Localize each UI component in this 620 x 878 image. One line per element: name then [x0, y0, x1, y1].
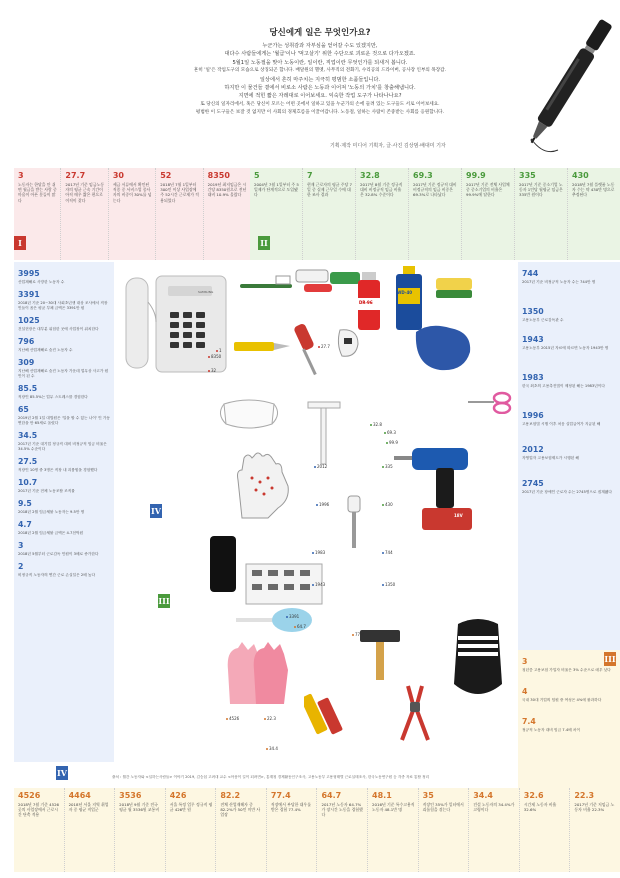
stat-text: 현재 근로자의 평균 주당 7일 중 실제 근무일 수에 대한 조사 결과 — [307, 182, 353, 198]
stat-item — [522, 717, 616, 733]
dot-number: 22.3 — [267, 716, 276, 721]
wire-brush-icon — [344, 494, 364, 550]
dot-label — [382, 502, 393, 507]
stat-number: 4.7 — [18, 520, 32, 529]
dot-marker — [208, 356, 210, 358]
stat-item — [522, 479, 616, 495]
stat-item — [18, 562, 110, 578]
stat-item — [522, 335, 616, 351]
screwdriver-icon — [292, 320, 332, 380]
dot-label — [384, 430, 396, 435]
stat-number: 34.4 — [473, 791, 493, 800]
stat-number: 5 — [254, 171, 260, 180]
dot-number: 335 — [385, 464, 393, 469]
section-marker: III — [158, 596, 170, 606]
stat-number: 2 — [18, 562, 24, 571]
intro-line: 평범한 이 도구들은 보잘 것 없지만 이 사회의 경제흐름을 이끌어갑니다. 노동절, 일하는 사람이 존중받는 사회를 응원합니다. — [195, 110, 445, 116]
stat-number: 309 — [18, 358, 35, 367]
squeegee-icon — [306, 398, 342, 468]
stat-item — [18, 478, 110, 494]
stat-text: 직장인 35%가 일터에서 괴롭힘을 겪는다 — [422, 802, 464, 813]
stat-card — [65, 788, 116, 872]
stat-card — [156, 168, 203, 260]
stat-text: 2018년 7월 기준 4526곳의 사업장에서 근로시간 단축 적용 — [18, 802, 60, 818]
stat-item — [522, 373, 616, 389]
stat-text: 고용보험법 시행 이후 처음 실업급여가 지급된 해 — [522, 422, 601, 426]
dot-number: 32 — [211, 368, 217, 373]
stat-text: 2019년 2월 1일 대법원은 '일을 할 수 있는 나이' 인 가동 연한을 만 65세로 올렸다 — [18, 416, 110, 425]
dot-marker — [384, 432, 386, 434]
pliers-icon — [390, 682, 440, 742]
stat-text: 2017년 노동자 64.7%가 장시간 노동을 경험했다 — [321, 802, 363, 818]
dot-number: 1 — [219, 348, 222, 353]
stat-card — [303, 168, 356, 260]
stat-text: 2018년 2월 임금체불 금액은 4.7천억원 — [18, 531, 84, 535]
dot-label — [286, 614, 299, 619]
dot-label — [382, 464, 393, 469]
stat-text: 고용노동부 근로감독관 수 — [522, 318, 564, 322]
stat-item — [18, 269, 110, 285]
rubber-gloves-icon — [222, 640, 292, 706]
work-glove-icon — [228, 450, 298, 522]
drill-label: 18V — [454, 513, 463, 518]
stat-card — [570, 788, 620, 872]
stat-text: 2018년 9월 기준 전국 평균 월 3536원 교통비 — [119, 802, 160, 813]
dot-marker — [382, 466, 384, 468]
stat-number: 32.8 — [360, 171, 380, 180]
stat-text: 청년층 고용보험 가입자 비율은 3% 수준으로 매우 낮다 — [522, 668, 611, 672]
dot-marker — [286, 616, 288, 618]
stat-number: 2745 — [522, 479, 544, 488]
dot-marker — [264, 718, 266, 720]
stat-number: 30 — [112, 171, 124, 180]
stat-card — [317, 788, 368, 872]
dot-label — [352, 632, 364, 637]
top-green-strip — [250, 168, 620, 260]
stat-text: 2018년 기준 20~30대 사회초년생 대상 조사에서 직장인들이 꼽은 평균 부채 금액은 3391만 원 — [18, 301, 108, 310]
stat-card — [216, 788, 267, 872]
stat-card — [568, 168, 620, 260]
stat-text: 2016년 기준 특수고용직 노동자 48.1만 명 — [372, 802, 415, 813]
dot-marker — [386, 442, 388, 444]
stat-number: 1025 — [18, 316, 40, 325]
stat-item — [18, 384, 110, 400]
stat-text: 2018년 2월 임금체불 노동자는 9.5만 명 — [18, 510, 85, 514]
dot-number: 34.4 — [269, 746, 278, 751]
stat-number: 85.5 — [18, 384, 38, 393]
stat-number: 34.5 — [18, 431, 38, 440]
left-stat-column — [14, 262, 114, 762]
stat-number: 48.1 — [372, 791, 392, 800]
dot-label — [294, 624, 306, 629]
stat-number: 27.7 — [65, 171, 86, 180]
stat-number: 744 — [522, 269, 539, 278]
dot-number: 32.8 — [373, 422, 382, 427]
stat-number: 52 — [160, 171, 172, 180]
header — [0, 0, 620, 160]
stat-text: 2004년 7월 1일부터 주 5일제가 단계적으로 도입됐다 — [254, 182, 299, 198]
section-marker: IV — [57, 768, 67, 778]
stat-text: 건설현장은 대부분 위험한 곳에 사업장이 위치한다 — [18, 327, 99, 331]
dot-label — [226, 716, 239, 721]
stat-text: 정규직 노동자 대비 임금 7.4배 차이 — [522, 728, 581, 732]
stat-number: 4464 — [68, 791, 91, 800]
stat-item — [522, 687, 616, 703]
dot-label — [312, 550, 325, 555]
cleaning-cloth-icon — [410, 322, 476, 374]
stat-number: 2012 — [522, 445, 544, 454]
stat-text: 2017년 기준 전체 사업체 중 중소기업의 비율은 99.9%에 달한다 — [466, 182, 510, 198]
stat-item — [522, 657, 616, 673]
stat-item — [18, 457, 110, 473]
stat-card — [115, 788, 166, 872]
stat-item — [18, 520, 110, 536]
stat-card — [469, 788, 520, 872]
stat-text: 전체 산업재해자 중 82.2%가 50인 미만 사업장 — [220, 802, 261, 818]
power-drill-icon — [394, 440, 484, 536]
stat-card — [109, 168, 156, 260]
stat-number: 99.9 — [466, 171, 486, 180]
dot-label — [382, 582, 395, 587]
stat-text: 한국 최초의 고용촉진법이 제정된 해는 1983년이다 — [522, 384, 605, 388]
dot-label — [264, 716, 276, 721]
dot-number: 99.9 — [389, 440, 398, 445]
dot-number: 1350 — [385, 582, 396, 587]
byline: 기획·제작 미디어 기획자, 글·사진 김상범·배대미 기자 — [330, 143, 446, 149]
stat-number: 3391 — [18, 290, 40, 299]
intro-line: 또 당신의 일자리에서, 혹은 당신이 모르는 어떤 곳에서 일하고 있을 누군가의 손에 들려 있는 도구들도 서로 이어보세요. — [200, 101, 440, 107]
dot-label — [216, 348, 222, 353]
stat-text: 노동자는 한달을 안 쉬면 월급을 받는 사람 중 마음이 아픈 분들이 많다 — [18, 182, 57, 203]
dot-label — [208, 354, 221, 359]
smartphone-icon — [208, 534, 238, 594]
intro-line: 흔히 '일'은 작업도구의 모습으로 상징되곤 합니다. 배달원의 헬멧, 사무직의 전화기, 수리공의 드라이버, 공사장 인부의 목장갑. — [193, 68, 447, 74]
stat-number: 4526 — [18, 791, 41, 800]
dot-marker — [370, 424, 372, 426]
stat-item — [522, 411, 616, 427]
dot-label — [208, 368, 216, 373]
top-red-strip — [14, 168, 250, 260]
intro-title: 당신에게 일은 무엇인가요? — [269, 28, 371, 38]
stat-number: 32.6 — [523, 791, 544, 800]
tool-stage — [116, 262, 516, 772]
stat-text: 자영업자 고용보험제도가 시행된 해 — [522, 456, 579, 460]
phone-brand-label: SAMSUNG — [198, 290, 214, 294]
dot-marker — [382, 504, 384, 506]
stat-card — [356, 168, 409, 260]
spray-label: DR-96 — [359, 300, 373, 305]
dot-number: 64.7 — [297, 624, 306, 629]
stat-text: 비정규직 노동자의 연간 근로 손실일은 2배 높다 — [18, 573, 96, 577]
stat-text: 건설 노동자의 34.4%가 고령이다 — [473, 802, 515, 813]
stat-number: 69.3 — [413, 171, 433, 180]
stat-text: 직장인 10명 중 3명은 직장 내 괴롭힘을 경험했다 — [18, 468, 98, 472]
dot-number: 69.3 — [387, 430, 396, 435]
stat-number: 4 — [522, 687, 528, 696]
stat-number: 8350 — [207, 171, 230, 180]
intro-line: 5월1일 노동절을 맞아 노동이란, 일이란, 직업이란 무엇인가를 되새겨 봅니다. — [232, 59, 408, 66]
stat-text: 지난해 산업재해로 숨진 노동자 가운데 업무상 사고가 원인이 된 수 — [18, 369, 109, 378]
dot-marker — [294, 626, 296, 628]
stat-number: 10.7 — [18, 478, 38, 487]
stat-number: 7.4 — [522, 717, 536, 726]
stat-text: 서울 특정 업무 정규직 평균 426만 원 — [169, 802, 213, 813]
stat-text: 2017년 8월 기준 정규직 대비 비정규직 임금 비율은 32.8% 수준이다 — [360, 182, 403, 198]
dot-label — [382, 550, 393, 555]
right-stat-column — [518, 262, 620, 650]
dot-number: 8350 — [211, 354, 222, 359]
marker-pen-icon — [524, 8, 616, 158]
stat-number: 796 — [18, 337, 35, 346]
medicine-tubes-icon — [294, 264, 364, 294]
dot-label — [266, 746, 278, 751]
dot-marker — [216, 350, 218, 352]
stat-text: 2017년 기준 저임금 노동자 비율 22.3% — [574, 802, 615, 813]
stat-item — [18, 358, 110, 379]
stat-number: 22.3 — [574, 791, 595, 800]
stat-card — [462, 168, 515, 260]
stat-number: 64.7 — [321, 791, 342, 800]
dot-number: 77.4 — [355, 632, 364, 637]
intro-line: 하지만 이 물건들 곁에서 비로소 사람은 노동과 이어져 '노동의 가치'를 창출해냅니다. — [224, 85, 416, 92]
stat-text: 2017년 기준 임금노동자의 평균 근속 기간이 아직 매우 짧은 편으로 이직이 잦다 — [65, 182, 105, 203]
stat-card — [166, 788, 217, 872]
stat-text: 시간제 노동자 비율 32.6% — [523, 802, 557, 813]
intro-line: 대다수 사람들에게는 '월급'이나 '먹고살기' 위한 수단으로 괴로운 것으로 다가오겠죠. — [224, 51, 416, 58]
scissors-icon — [466, 390, 514, 414]
lubricant-label: WD-40 — [397, 290, 413, 295]
desk-phone-icon — [122, 272, 230, 376]
stat-text: 직장인 85.5%는 업무 스트레스를 경험한다 — [18, 395, 88, 399]
section-marker: I — [14, 236, 26, 250]
dot-marker — [382, 584, 384, 586]
source-note: 출처 : 월간 노동자와 <일하는사람들> 이야기 2019, 김승섭 고려대 교수 <아픔이 길이 되려면>, 통계청 경제활동인구조사, 고용노동부 고용형태별 근로실태조사, 한국노동연구원 등 각종 자료 통합 정리 — [112, 775, 430, 779]
dot-marker — [266, 748, 268, 750]
utility-knife-icon — [232, 336, 292, 356]
stat-text: 2017년 기준 전체 노동조합 조직률 — [18, 489, 75, 493]
stat-number: 335 — [519, 171, 536, 180]
right-orange-column — [518, 650, 620, 788]
dot-label — [370, 422, 382, 427]
duster-icon — [234, 604, 314, 636]
stat-number: 35 — [422, 791, 434, 800]
stat-number: 1983 — [522, 373, 544, 382]
dot-number: 430 — [385, 502, 393, 507]
toothbrush-icon — [236, 266, 296, 296]
stat-card — [419, 788, 470, 872]
stat-text: 국내 30대 기업의 임원 중 여성은 4%에 불과하다 — [522, 698, 602, 702]
stat-text: 2018년 서울 지역 취업자 중 평균 직업군 — [68, 802, 109, 813]
section-marker: III — [604, 654, 616, 664]
stat-card — [520, 788, 571, 872]
section-marker: II — [258, 236, 270, 250]
dot-number: 27.7 — [321, 344, 330, 349]
dot-label — [386, 440, 398, 445]
stat-number: 426 — [169, 791, 187, 800]
section-marker: IV — [151, 506, 161, 516]
stat-number: 3 — [18, 171, 24, 180]
stat-number: 1350 — [522, 307, 544, 316]
stat-item — [18, 337, 110, 353]
thermometer-icon — [334, 326, 362, 360]
dot-marker — [316, 504, 318, 506]
stat-item — [522, 269, 616, 285]
stat-text: 직장에서 부당한 대우를 받은 경험 77.4% — [270, 802, 311, 813]
dot-number: 1996 — [319, 502, 330, 507]
sponge-icon — [434, 274, 474, 304]
face-mask-icon — [214, 394, 284, 434]
stat-item — [522, 307, 616, 323]
stat-card — [409, 168, 462, 260]
snack-bar-icon — [304, 690, 344, 740]
dot-marker — [312, 552, 314, 554]
stat-number: 3536 — [119, 791, 142, 800]
stat-text: 2017년 기준 장애인 근로자 수는 2745명으로 집계됐다 — [522, 490, 612, 494]
dot-marker — [314, 466, 316, 468]
stat-number: 82.2 — [220, 791, 241, 800]
stat-item — [18, 316, 110, 332]
stat-card — [204, 168, 250, 260]
stat-number: 3 — [18, 541, 24, 550]
dot-label — [314, 464, 327, 469]
stat-text: 2018년 7월 플랫폼 노동자 수는 약 430만 명으로 추정된다 — [572, 182, 615, 198]
stat-number: 7 — [307, 171, 313, 180]
bottom-strip — [14, 788, 620, 872]
slipper-icon — [446, 614, 510, 704]
dot-number: 744 — [385, 550, 393, 555]
dot-label — [312, 582, 325, 587]
stat-text: 산업재해로 사망한 노동자 수 — [18, 280, 65, 284]
stat-item — [18, 499, 110, 515]
intro-block — [120, 26, 520, 118]
dot-number: 3391 — [289, 614, 300, 619]
dot-marker — [312, 584, 314, 586]
stat-item — [18, 405, 110, 426]
dot-marker — [208, 370, 210, 372]
intro-line: 누군가는 성취감과 자부심을 얻어갈 수도 있겠지만, — [262, 43, 378, 49]
stat-number: 3995 — [18, 269, 40, 278]
dot-number: 1983 — [315, 550, 326, 555]
stat-card — [515, 168, 568, 260]
stat-item — [18, 431, 110, 452]
stat-text: 2017년 기준 중소기업 노동자 1인당 월평균 임금은 335만 원이다 — [519, 182, 563, 198]
stat-card — [61, 168, 108, 260]
stat-card — [14, 788, 65, 872]
stat-number: 430 — [572, 171, 589, 180]
stat-text: 2017년 기준 대기업 정규직 대비 비정규직 임금 비율은 34.5% 수준이다 — [18, 442, 107, 451]
dot-marker — [352, 634, 354, 636]
stat-number: 77.4 — [270, 791, 291, 800]
stat-text: 2018년 7월 1일부터 300인 이상 사업장에 주 52시간 근로제가 적용되었다 — [160, 182, 199, 203]
stat-text: 2017년 기준 비정규직 노동자 수는 744만 명 — [522, 280, 596, 284]
stat-text: 지난해 산업재해로 숨진 노동자 수 — [18, 348, 73, 352]
stat-text: 2019년 최저임금은 시간당 8350원으로 전년 대비 10.9% 올랐다 — [207, 182, 247, 198]
dot-marker — [382, 552, 384, 554]
stat-item — [522, 445, 616, 461]
dot-marker — [318, 346, 320, 348]
stat-text: 2017년 기준 정규직 대비 비정규직의 임금 비중은 69.3%로 나타났다 — [413, 182, 457, 198]
stat-number: 3 — [522, 657, 528, 666]
dot-number: 1943 — [315, 582, 326, 587]
stat-text: 고용노동부 2015년 자료에 따르면 노동자 1943만 명 — [522, 346, 609, 350]
stat-number: 1943 — [522, 335, 544, 344]
stat-card — [368, 788, 419, 872]
stat-text: 2018년 5월부터 근로감독 인원이 3배로 증가한다 — [18, 552, 99, 556]
stat-text: 세금 서류에서 확인된 직종 중 서비스업 종사자의 비중이 30%를 넘는다 — [112, 182, 152, 203]
intro-line: 지면에 적힌 짧은 자레대로 이어보세요. 익숙한 작업 도구가 나타나나요? — [238, 93, 402, 100]
dot-label — [318, 344, 330, 349]
stat-item — [18, 541, 110, 557]
stat-item — [18, 290, 110, 311]
dot-marker — [226, 718, 228, 720]
dot-number: 2012 — [317, 464, 328, 469]
stat-number: 9.5 — [18, 499, 32, 508]
intro-line: 일상에서 흔히 마주치는 지극히 평범한 소품들입니다. — [259, 76, 381, 83]
stat-number: 1996 — [522, 411, 544, 420]
dot-label — [316, 502, 329, 507]
stat-number: 27.5 — [18, 457, 38, 466]
stat-number: 65 — [18, 405, 29, 414]
dot-number: 4526 — [229, 716, 240, 721]
stat-card — [267, 788, 318, 872]
